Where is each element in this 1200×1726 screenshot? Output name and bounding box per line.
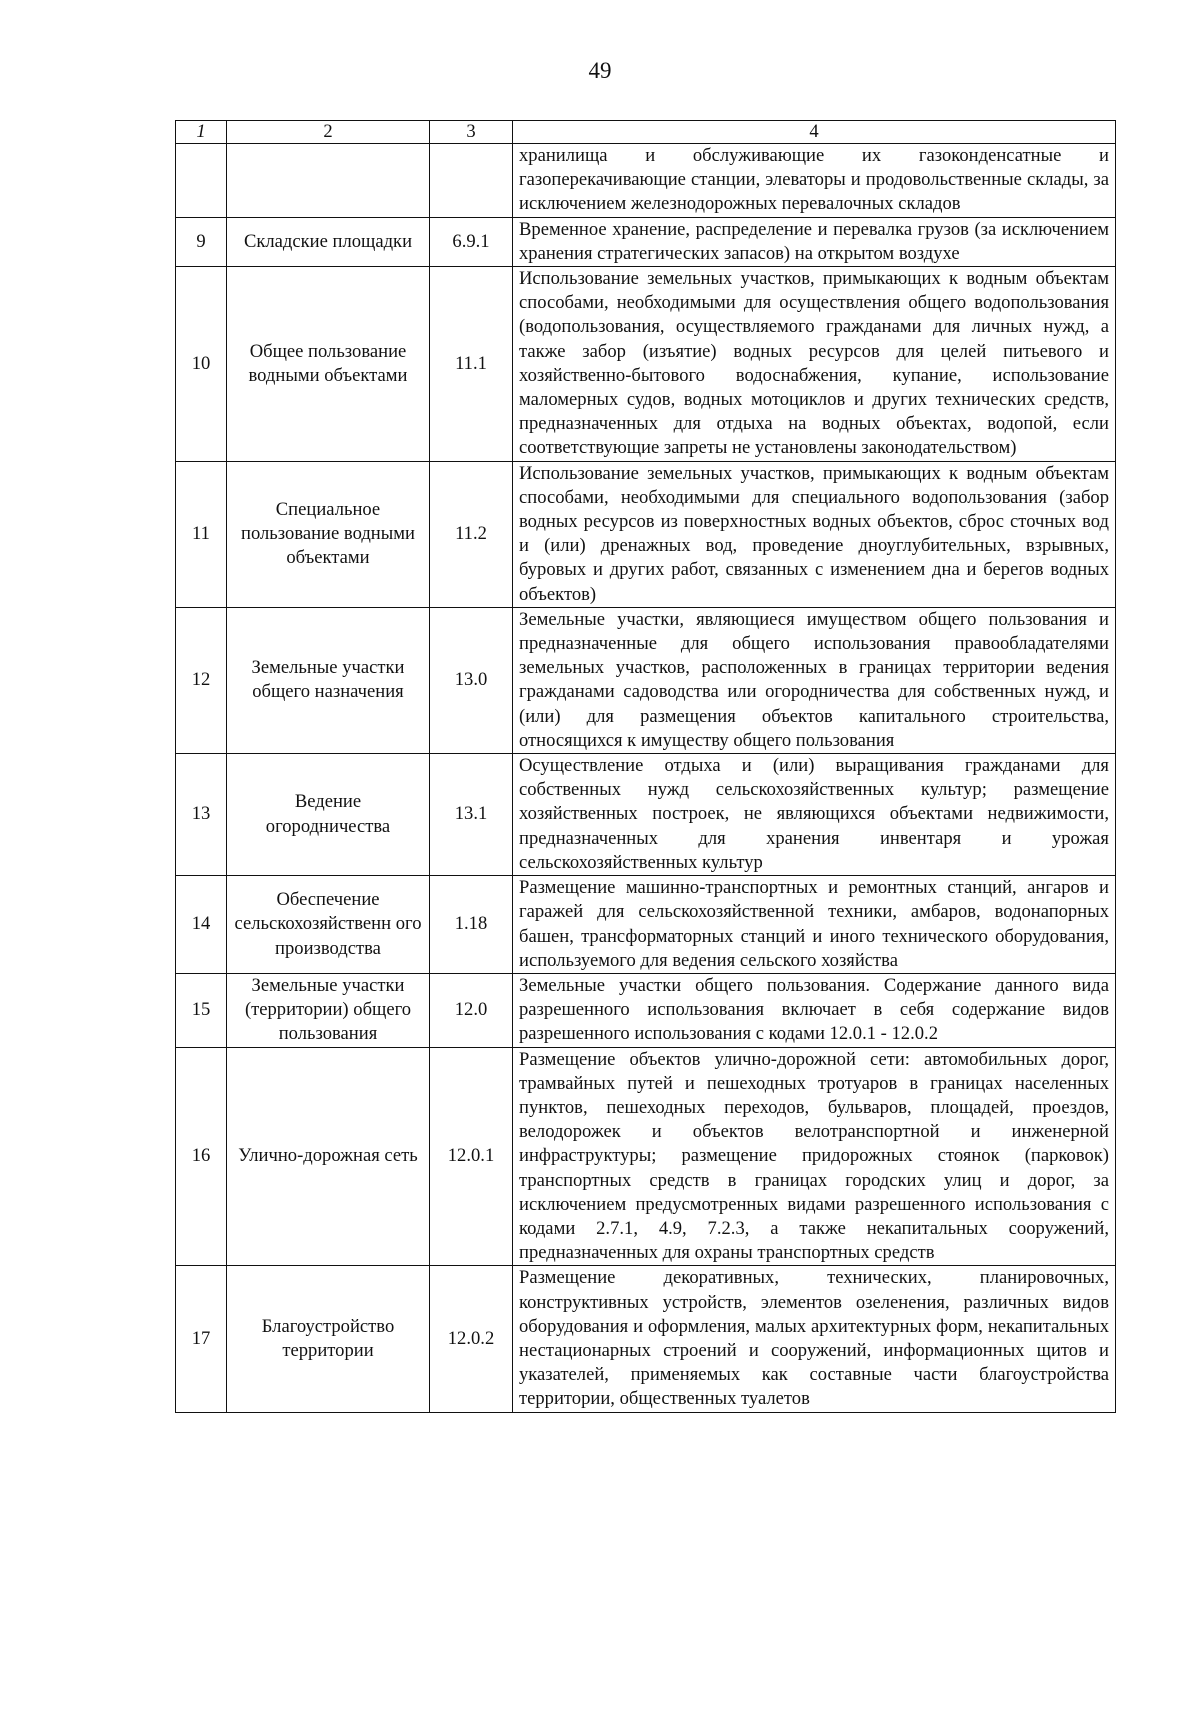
table-header-row bbox=[176, 121, 1116, 144]
row-number: 16 bbox=[176, 1047, 227, 1266]
use-type-name: Специальное пользование водными объектами bbox=[227, 461, 430, 607]
use-type-description: Размещение машинно-транспортных и ремонтных станций, ангаров и гаражей для сельскохозяйственной техники, амбаров, водонапорных башен, трансформаторных станций и иного технического оборудования, используемого для ведения сельского хозяйства bbox=[513, 876, 1116, 974]
use-type-name bbox=[227, 144, 430, 218]
use-type-name: Складские площадки bbox=[227, 217, 430, 266]
row-number: 14 bbox=[176, 876, 227, 974]
column-header-description: 4 bbox=[513, 121, 1116, 144]
use-type-code: 11.1 bbox=[430, 267, 513, 462]
row-number: 12 bbox=[176, 607, 227, 753]
use-type-description: Временное хранение, распределение и перевалка грузов (за исключением хранения стратегических запасов) на открытом воздухе bbox=[513, 217, 1116, 266]
row-number: 15 bbox=[176, 973, 227, 1047]
use-type-description: Земельные участки, являющиеся имуществом общего пользования и предназначенные для общего использования правообладателями земельных участков, расположенных в границах территории ведения гражданами садоводства или огородничества для собственных нужд, и (или) для размещения объектов капитального строительства, относящихся к имуществу общего пользования bbox=[513, 607, 1116, 753]
use-type-description: Размещение объектов улично-дорожной сети: автомобильных дорог, трамвайных путей и пешеходных тротуаров в границах населенных пунктов, пешеходных переходов, бульваров, площадей, проездов, велодорожек и объектов велотранспортной и инженерной инфраструктуры; размещение придорожных стоянок (парковок) транспортных средств в границах городских улиц и дорог, за исключением предусмотренных видами разрешенного использования с кодами 2.7.1, 4.9, 7.2.3, а также некапитальных сооружений, предназначенных для охраны транспортных средств bbox=[513, 1047, 1116, 1266]
use-type-name: Ведение огородничества bbox=[227, 754, 430, 876]
use-type-code: 13.1 bbox=[430, 754, 513, 876]
use-type-name: Земельные участки общего назначения bbox=[227, 607, 430, 753]
column-header-name: 2 bbox=[227, 121, 430, 144]
use-type-code: 11.2 bbox=[430, 461, 513, 607]
table-row bbox=[176, 217, 1116, 266]
use-type-name: Улично-дорожная сеть bbox=[227, 1047, 430, 1266]
table-row bbox=[176, 876, 1116, 974]
column-header-number: 1 bbox=[176, 121, 227, 144]
use-type-description: Земельные участки общего пользования. Содержание данного вида разрешенного использования включает в себя содержание видов разрешенного использования с кодами 12.0.1 - 12.0.2 bbox=[513, 973, 1116, 1047]
use-type-description: Размещение декоративных, технических, планировочных, конструктивных устройств, элементов озеленения, различных видов оборудования и оформления, малых архитектурных форм, некапитальных нестационарных строений и сооружений, информационных щитов и указателей, применяемых как составные части благоустройства территории, общественных туалетов bbox=[513, 1266, 1116, 1412]
use-type-code bbox=[430, 144, 513, 218]
table-row bbox=[176, 461, 1116, 607]
table-row bbox=[176, 1266, 1116, 1412]
row-number: 17 bbox=[176, 1266, 227, 1412]
use-type-code: 1.18 bbox=[430, 876, 513, 974]
use-type-description: Осуществление отдыха и (или) выращивания гражданами для собственных нужд сельскохозяйственных культур; размещение хозяйственных построек, не являющихся объектами недвижимости, предназначенных для хранения инвентаря и урожая сельскохозяйственных культур bbox=[513, 754, 1116, 876]
use-type-name: Обеспечение сельскохозяйственн ого производства bbox=[227, 876, 430, 974]
land-use-table bbox=[175, 120, 1116, 1413]
use-type-code: 6.9.1 bbox=[430, 217, 513, 266]
use-type-code: 12.0.2 bbox=[430, 1266, 513, 1412]
table-row bbox=[176, 607, 1116, 753]
use-type-code: 13.0 bbox=[430, 607, 513, 753]
table-row bbox=[176, 973, 1116, 1047]
table-row bbox=[176, 144, 1116, 218]
table-row bbox=[176, 267, 1116, 462]
use-type-description: Использование земельных участков, примыкающих к водным объектам способами, необходимыми для осуществления общего водопользования (водопользования, осуществляемого гражданами для личных нужд, а также забор (изъятие) водных ресурсов для целей питьевого и хозяйственно-бытового водоснабжения, купание, использование маломерных судов, водных мотоциклов и других технических средств, предназначенных для отдыха на водных объектах, водопой, если соответствующие запреты не установлены законодательством) bbox=[513, 267, 1116, 462]
use-type-description: Использование земельных участков, примыкающих к водным объектам способами, необходимыми для специального водопользования (забор водных ресурсов из поверхностных водных объектов, сброс сточных вод и (или) дренажных вод, проведение дноуглубительных, взрывных, буровых и других работ, связанных с изменением дна и берегов водных объектов) bbox=[513, 461, 1116, 607]
use-type-name: Благоустройство территории bbox=[227, 1266, 430, 1412]
column-header-code: 3 bbox=[430, 121, 513, 144]
row-number: 11 bbox=[176, 461, 227, 607]
use-type-description: хранилища и обслуживающие их газоконденсатные и газоперекачивающие станции, элеваторы и продовольственные склады, за исключением железнодорожных перевалочных складов bbox=[513, 144, 1116, 218]
row-number bbox=[176, 144, 227, 218]
table-row bbox=[176, 1047, 1116, 1266]
row-number: 9 bbox=[176, 217, 227, 266]
use-type-name: Земельные участки (территории) общего пользования bbox=[227, 973, 430, 1047]
use-type-name: Общее пользование водными объектами bbox=[227, 267, 430, 462]
use-type-code: 12.0.1 bbox=[430, 1047, 513, 1266]
use-type-code: 12.0 bbox=[430, 973, 513, 1047]
row-number: 13 bbox=[176, 754, 227, 876]
row-number: 10 bbox=[176, 267, 227, 462]
table-row bbox=[176, 754, 1116, 876]
page-number: 49 bbox=[588, 58, 612, 83]
